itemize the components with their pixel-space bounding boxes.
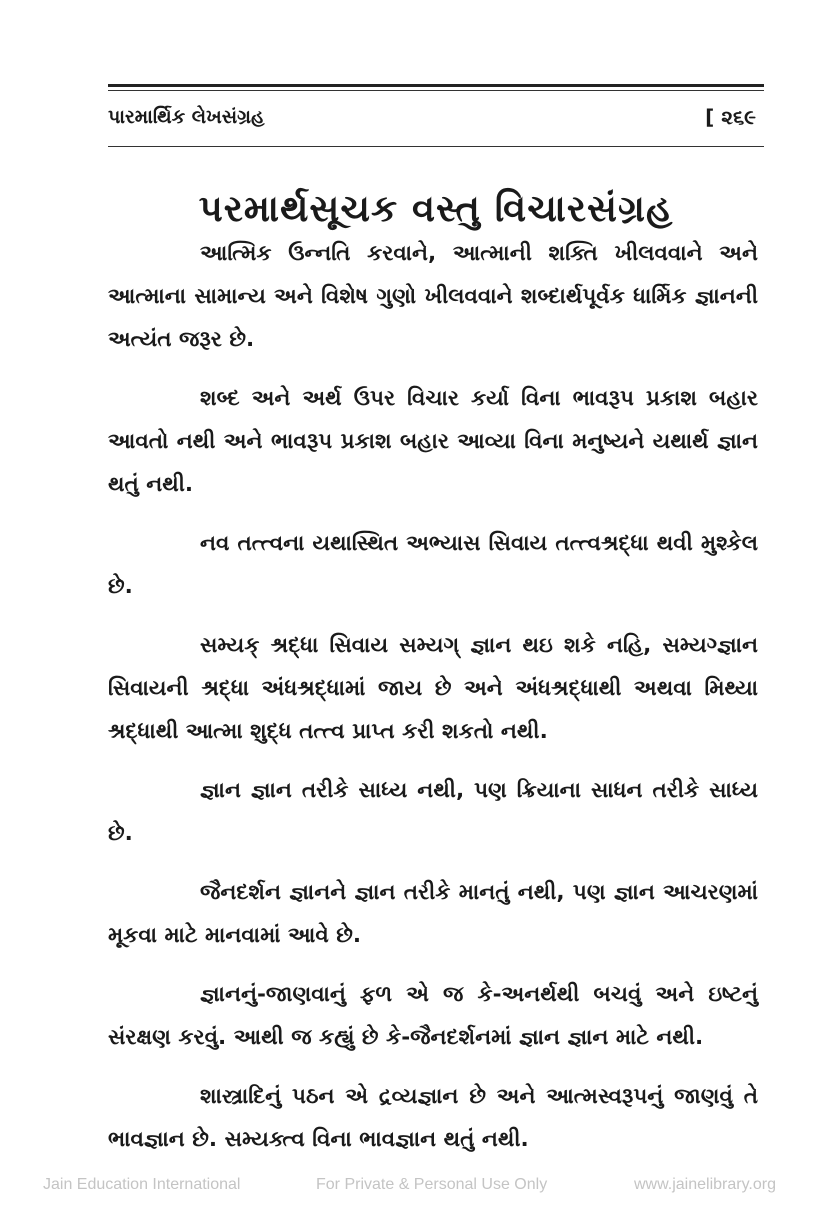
running-header [108, 102, 764, 132]
chapter-title: પરમાર્થસૂચક વસ્તુ વિચારસંગ્રહ [198, 186, 674, 230]
paragraph: શબ્દ અને અર્થ ઉપર વિચાર કર્યા વિના ભાવરૂપ પ્રકાશ બહાર આવતો નથી અને ભાવરૂપ પ્રકાશ બહાર આવ્યા વિના મનુષ્યને યથાર્થ જ્ઞાન થતું નથી. [108, 386, 758, 497]
footer-website: www.jainelibrary.org [634, 1176, 776, 1193]
paragraph: જ્ઞાન જ્ઞાન તરીકે સાધ્ય નથી, પણ ક્રિયાના સાધન તરીકે સાધ્ય છે. [108, 778, 758, 846]
paragraph: શાસ્ત્રાદિનું પઠન એ દ્રવ્યજ્ઞાન છે અને આત્મસ્વરૂપનું જાણવું તે ભાવજ્ઞાન છે. સમ્યક્ત્વ વિના ભાવજ્ઞાન થતું નથી. [108, 1084, 758, 1152]
footer-publisher: Jain Education International [43, 1176, 241, 1193]
paragraph: નવ તત્ત્વના યથાસ્થિત અભ્યાસ સિવાય તત્ત્વશ્રદ્ધા થવી મુશ્કેલ છે. [108, 531, 758, 599]
watermark-footer [0, 1168, 828, 1198]
running-title: પારમાર્થિક લેખસંગ્રહ [108, 106, 265, 128]
header-rule [108, 146, 764, 147]
paragraph: જૈનદર્શન જ્ઞાનને જ્ઞાન તરીકે માનતું નથી, પણ જ્ઞાન આચરણમાં મૂકવા માટે માનવામાં આવે છે. [108, 880, 758, 948]
paragraph: સમ્યક્ શ્રદ્ધા સિવાય સમ્યગ્ જ્ઞાન થઇ શકે નહિ, સમ્યગ્જ્ઞાન સિવાયની શ્રદ્ધા અંધશ્રદ્ધામાં જાય છે અને અંધશ્રદ્ધાથી અથવા મિથ્યા શ્રદ્ધાથી આત્મા શુદ્ધ તત્ત્વ પ્રાપ્ત કરી શકતો નથી. [108, 633, 758, 744]
body-text [108, 232, 758, 1177]
page-number: [ ૨૬૯ [705, 105, 756, 129]
paragraph: જ્ઞાનનું-જાણવાનું ફળ એ જ કે-અનર્થથી બચવું અને ઇષ્ટનું સંરક્ષણ કરવું. આથી જ કહ્યું છે કે-જૈનદર્શનમાં જ્ઞાન જ્ઞાન માટે નથી. [108, 982, 758, 1050]
header-double-rule [108, 84, 764, 91]
footer-usage-notice: For Private & Personal Use Only [316, 1176, 548, 1193]
paragraph: આત્મિક ઉન્નતિ કરવાને, આત્માની શક્તિ ખીલવવાને અને આત્માના સામાન્ય અને વિશેષ ગુણો ખીલવવાને શબ્દાર્થપૂર્વક ધાર્મિક જ્ઞાનની અત્યંત જરૂર છે. [108, 241, 758, 352]
